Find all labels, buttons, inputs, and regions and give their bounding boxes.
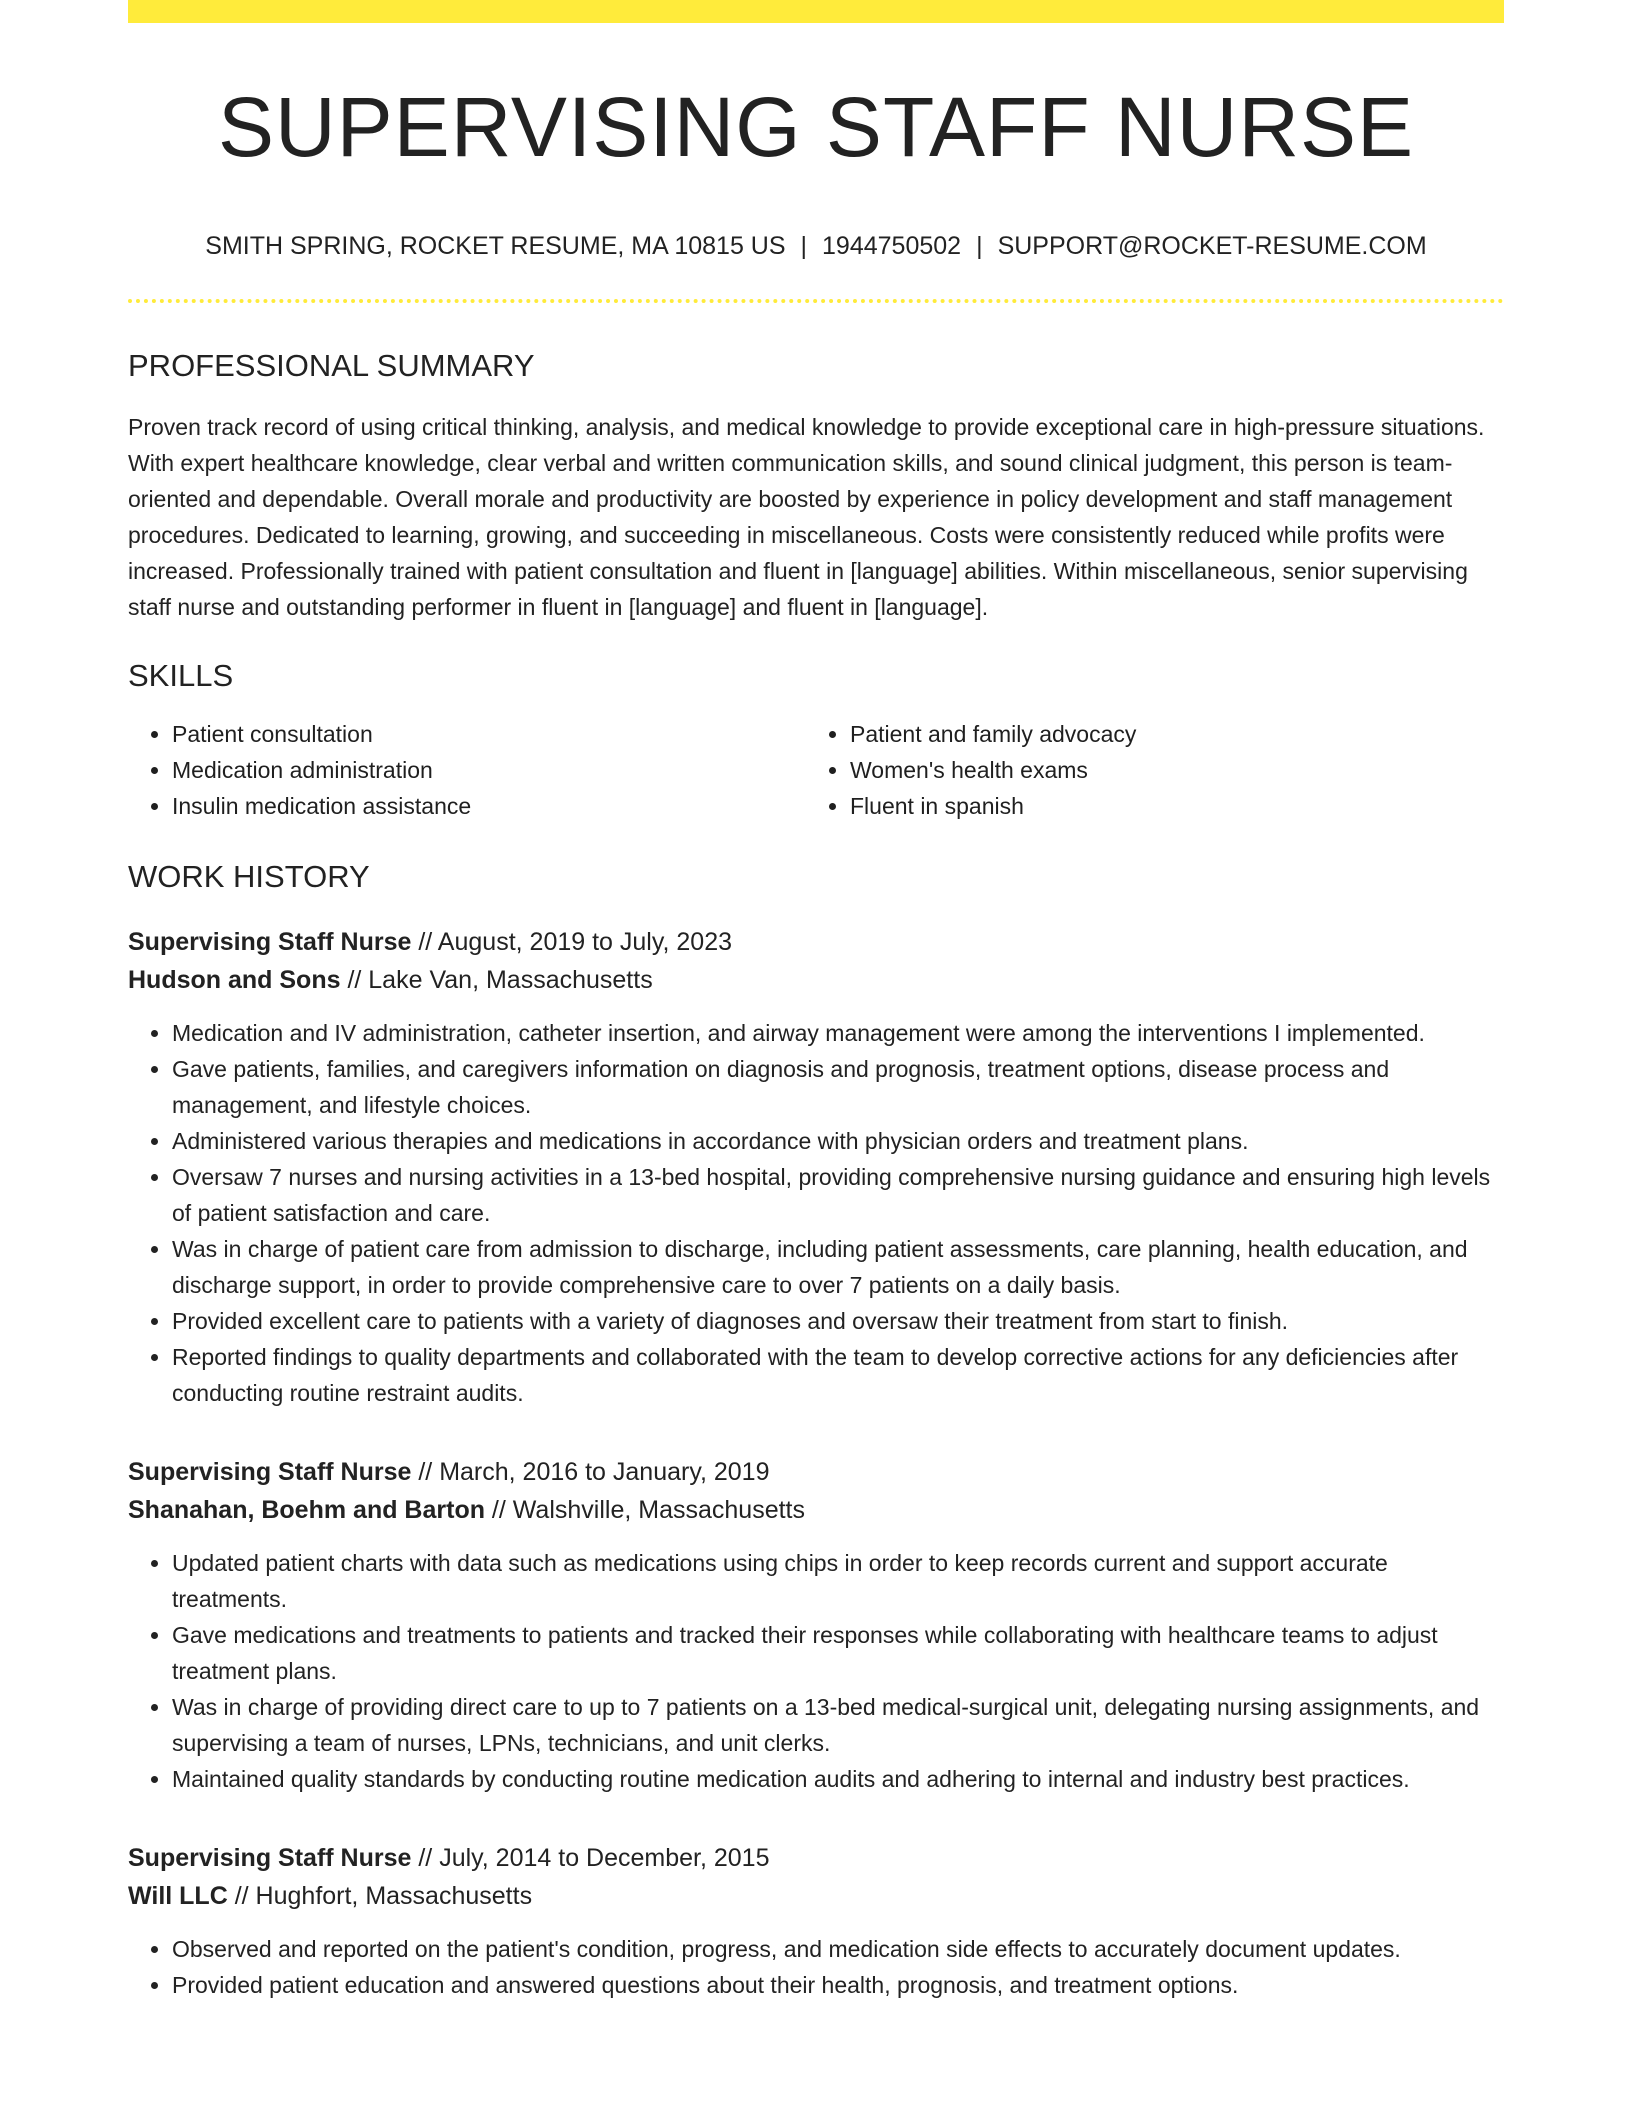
contact-address: SMITH SPRING, ROCKET RESUME, MA 10815 US — [205, 232, 786, 261]
skill-item: • Women's health exams — [850, 752, 1484, 788]
skills-column-right — [806, 716, 1484, 824]
job-bullets — [128, 1545, 1504, 1797]
job-bullet: • Maintained quality standards by conducting routine medication audits and adhering to internal and industry best practices. — [172, 1761, 1504, 1797]
job-bullet: • Gave medications and treatments to patients and tracked their responses while collaborating with healthcare teams to adjust treatment plans. — [172, 1617, 1504, 1689]
job-entry — [128, 1453, 1504, 1797]
skill-item: • Patient consultation — [172, 716, 806, 752]
skills-grid — [128, 716, 1504, 824]
page-title: SUPERVISING STAFF NURSE — [217, 80, 1415, 174]
work-history-section — [128, 858, 1504, 2003]
skill-item: • Medication administration — [172, 752, 806, 788]
job-bullet: • Medication and IV administration, catheter insertion, and airway management were among the interventions I implemented. — [172, 1015, 1504, 1051]
contact-separator: | — [800, 232, 808, 261]
job-company: Will LLC — [128, 1881, 228, 1910]
job-role: Supervising Staff Nurse — [128, 1457, 412, 1486]
skill-item: • Insulin medication assistance — [172, 788, 806, 824]
job-bullet: • Provided excellent care to patients with a variety of diagnoses and oversaw their treatment from start to finish. — [172, 1303, 1504, 1339]
job-bullet: • Gave patients, families, and caregivers information on diagnosis and prognosis, treatment options, disease process and management, and lifestyle choices. — [172, 1051, 1504, 1123]
job-location: // Walshville, Massachusetts — [484, 1495, 805, 1524]
contact-phone: 1944750502 — [822, 232, 962, 261]
dotted-divider — [128, 299, 1504, 303]
job-company: Shanahan, Boehm and Barton — [128, 1495, 485, 1524]
job-bullet: • Updated patient charts with data such as medications using chips in order to keep records current and support accurate treatments. — [172, 1545, 1504, 1617]
skills-section — [128, 657, 1504, 824]
skill-item: • Fluent in spanish — [850, 788, 1484, 824]
top-accent-bar — [128, 0, 1504, 23]
job-bullet: • Was in charge of patient care from admission to discharge, including patient assessments, care planning, health education, and discharge support, in order to provide comprehensive care to over 7 patients on a daily basis. — [172, 1231, 1504, 1303]
job-location: // Hughfort, Massachusetts — [227, 1881, 533, 1910]
job-bullets — [128, 1931, 1504, 2003]
section-title-work: WORK HISTORY — [128, 858, 370, 894]
professional-summary-section — [128, 347, 1504, 624]
job-bullet: • Oversaw 7 nurses and nursing activities in a 13-bed hospital, providing comprehensive nursing guidance and ensuring high levels of patient satisfaction and care. — [172, 1159, 1504, 1231]
job-entry — [128, 923, 1504, 1411]
job-bullet: • Administered various therapies and medications in accordance with physician orders and treatment plans. — [172, 1123, 1504, 1159]
contact-separator: | — [976, 232, 983, 261]
job-bullets — [128, 1015, 1504, 1411]
resume-page — [128, 0, 1504, 2003]
job-role: Supervising Staff Nurse — [128, 1843, 412, 1872]
job-dates: // July, 2014 to December, 2015 — [411, 1843, 770, 1872]
job-bullet: • Reported findings to quality departments and collaborated with the team to develop corrective actions for any deficiencies after conducting routine restraint audits. — [172, 1339, 1504, 1411]
section-title-skills: SKILLS — [128, 657, 234, 693]
job-company-line — [128, 1877, 1504, 1915]
skill-item: • Patient and family advocacy — [850, 716, 1484, 752]
job-entry — [128, 1839, 1504, 2003]
skills-column-left — [128, 716, 806, 824]
job-role: Supervising Staff Nurse — [128, 927, 412, 956]
job-company-line — [128, 1491, 1504, 1529]
summary-text: Proven track record of using critical thinking, analysis, and medical knowledge to provide exceptional care in high-pressure situations. With expert healthcare knowledge, clear verbal and written communication skills, and sound clinical judgment, this person is team-oriented and dependable. Overall morale and productivity are boosted by experience in policy development and staff management procedures. Dedicated to learning, growing, and succeeding in miscellaneous. Costs were consistently reduced while profits were increased. Professionally trained with patient consultation and fluent in [language] abilities. Within miscellaneous, senior supervising staff nurse and outstanding performer in fluent in [language] and fluent in [language]. — [128, 413, 1485, 620]
job-role-line — [128, 1453, 1504, 1491]
job-dates: // March, 2016 to January, 2019 — [411, 1457, 770, 1486]
section-title-summary: PROFESSIONAL SUMMARY — [128, 348, 535, 384]
job-bullet: • Observed and reported on the patient's condition, progress, and medication side effects to accurately document updates. — [172, 1931, 1504, 1967]
job-company-line — [128, 961, 1504, 999]
job-location: // Lake Van, Massachusetts — [340, 965, 653, 994]
job-bullet: • Provided patient education and answered questions about their health, prognosis, and treatment options. — [172, 1967, 1504, 2003]
job-company: Hudson and Sons — [128, 965, 341, 994]
job-bullet: • Was in charge of providing direct care to up to 7 patients on a 13-bed medical-surgical unit, delegating nursing assignments, and supervising a team of nurses, LPNs, technicians, and unit clerks. — [172, 1689, 1504, 1761]
job-dates: // August, 2019 to July, 2023 — [411, 927, 732, 956]
contact-line — [128, 231, 1504, 261]
job-role-line — [128, 923, 1504, 961]
contact-email: SUPPORT@ROCKET-RESUME.COM — [997, 232, 1427, 261]
job-role-line — [128, 1839, 1504, 1877]
